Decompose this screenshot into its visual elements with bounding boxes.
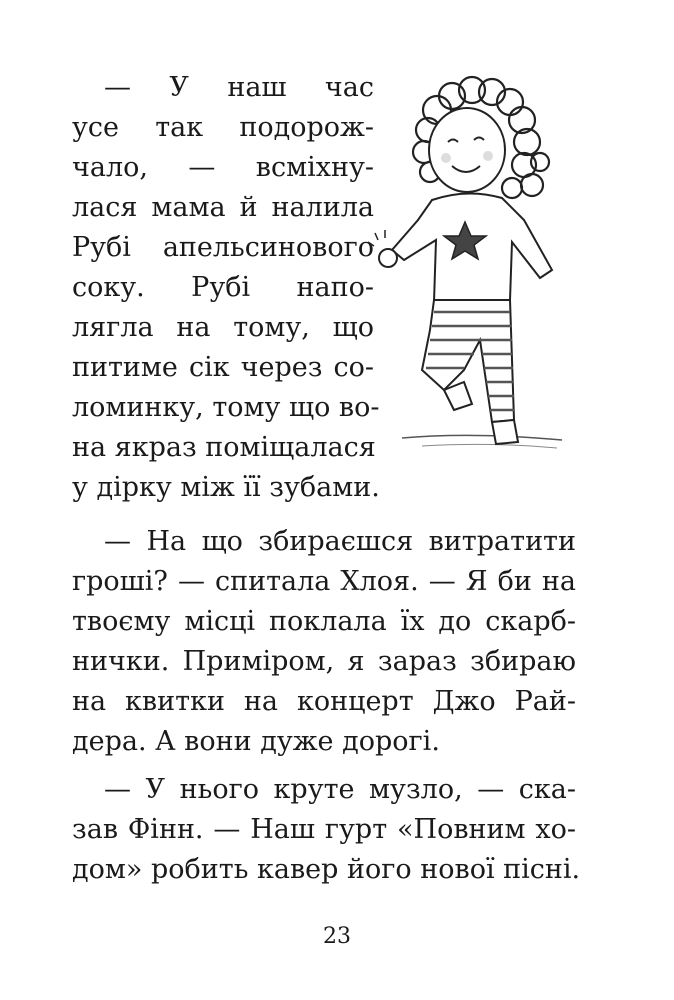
text-line: твоєму місці поклала їх до скарб-: [72, 606, 576, 637]
text-line: лася мама й налила: [72, 192, 374, 223]
text-line: — На що збираєшся витратити: [104, 526, 576, 557]
text-line: ломинку, тому що во-: [72, 392, 380, 423]
text-line: нички. Приміром, я зараз збираю: [72, 646, 576, 677]
text-line: у дірку між її зубами.: [72, 472, 380, 503]
girl-illustration-icon: [352, 70, 572, 490]
text-line: Рубі апельсинового: [72, 232, 374, 263]
text-line: на квитки на концерт Джо Рай-: [72, 686, 576, 717]
text-line: гроші? — спитала Хлоя. — Я би на: [72, 566, 576, 597]
text-line: усе так подорож-: [72, 112, 374, 143]
text-line: лягла на тому, що: [72, 312, 374, 343]
page-number: 23: [323, 924, 351, 949]
text-line: соку. Рубі напо-: [72, 272, 374, 303]
text-line: зав Фінн. — Наш гурт «Повним хо-: [72, 814, 576, 845]
text-line: — У наш час: [104, 72, 374, 103]
text-line: на якраз поміщалася: [72, 432, 376, 463]
text-line: дом» робить кавер його нової пісні.: [72, 854, 581, 885]
text-line: — У нього круте музло, — ска-: [104, 774, 576, 805]
text-line: дера. А вони дуже дорогі.: [72, 726, 440, 757]
text-line: питиме сік через со-: [72, 352, 374, 383]
text-line: чало, — всміхну-: [72, 152, 374, 183]
